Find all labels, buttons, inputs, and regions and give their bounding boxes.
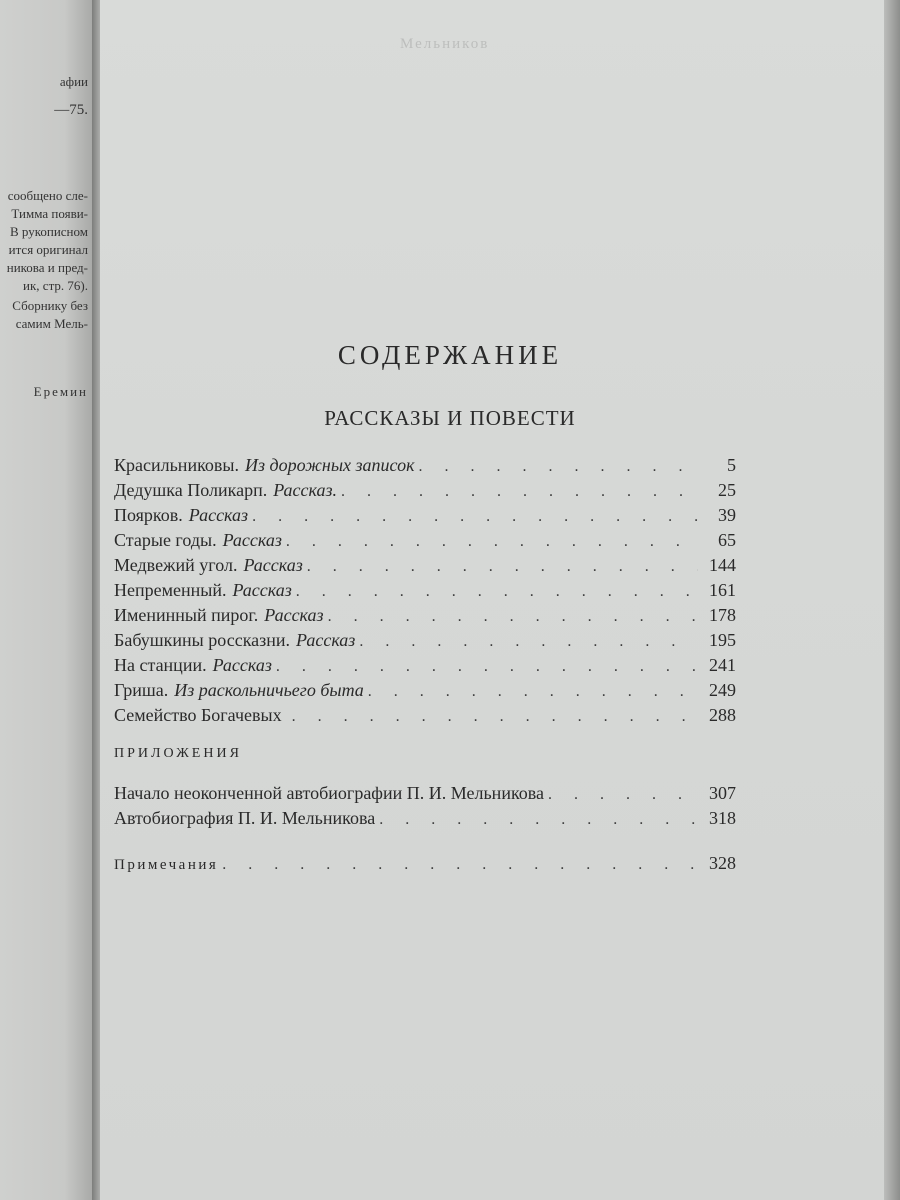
- leader-dots: [296, 583, 698, 601]
- toc-entry-subtitle: Рассказ: [222, 530, 282, 550]
- left-page-line: —75.: [54, 102, 88, 118]
- leader-dots: [419, 458, 698, 476]
- left-page-line: сообщено сле-: [7, 188, 88, 203]
- leader-dots: [252, 508, 698, 526]
- toc-entry-page: 25: [718, 480, 736, 500]
- toc-entry-page: 144: [709, 555, 736, 575]
- toc-entry-title: Дедушка Поликарп.: [114, 480, 268, 500]
- leader-dots: [328, 608, 698, 626]
- leader-dots: [341, 483, 698, 501]
- toc-entry: [114, 530, 736, 554]
- toc-entry: [114, 705, 736, 729]
- left-page-line: Еремин: [33, 384, 88, 399]
- left-page-line: В рукописном: [9, 224, 88, 239]
- toc-entry-title: Непременный.: [114, 580, 227, 600]
- toc-entry-title: Бабушкины россказни.: [114, 630, 291, 650]
- toc-entry-subtitle: Рассказ: [188, 505, 249, 525]
- toc-entry-page: 5: [727, 455, 736, 475]
- toc-entry-title: Автобиография П. И. Мельникова: [114, 808, 376, 828]
- leader-dots: [359, 633, 698, 651]
- toc-entry-page: 288: [709, 705, 736, 725]
- leader-dots: [286, 533, 698, 551]
- toc-entry-page: 65: [718, 530, 736, 550]
- toc-entry-page: 39: [718, 505, 736, 525]
- toc-entry-subtitle: Рассказ: [296, 630, 356, 650]
- toc-entry: [114, 783, 736, 807]
- toc-entry: [114, 680, 736, 704]
- bleed-through-text: Мельников: [400, 36, 490, 52]
- leader-dots: [222, 856, 698, 874]
- page-edge: [884, 0, 900, 1200]
- toc-entry: [114, 580, 736, 604]
- section-heading: РАССКАЗЫ И ПОВЕСТИ: [324, 406, 576, 430]
- appendix-heading: ПРИЛОЖЕНИЯ: [114, 746, 242, 761]
- left-page-line: самим Мель-: [15, 316, 88, 331]
- toc-entry-title: Примечания: [114, 857, 219, 873]
- leader-dots: [379, 811, 698, 829]
- toc-entry-page: 328: [709, 853, 736, 873]
- left-page-line: афии: [59, 74, 88, 89]
- toc-entry: [114, 630, 736, 654]
- toc-entry-subtitle: Рассказ: [264, 605, 324, 625]
- toc-entry-notes: [114, 853, 736, 877]
- toc-entry: [114, 480, 736, 504]
- toc-entry-page: 318: [709, 808, 736, 828]
- toc-entry-title: Именинный пирог.: [114, 605, 259, 625]
- leader-dots: [292, 708, 698, 726]
- leader-dots: [368, 683, 698, 701]
- toc-entry-title: Красильниковы.: [114, 455, 239, 475]
- toc-entry-page: 161: [709, 580, 736, 600]
- toc-entry-subtitle: Рассказ: [232, 580, 292, 600]
- left-page-line: ится оригинал: [8, 242, 88, 257]
- toc-entry-page: 249: [709, 680, 736, 700]
- toc-entry-subtitle: Рассказ: [243, 555, 303, 575]
- leader-dots: [548, 786, 698, 804]
- contents-title: СОДЕРЖАНИЕ: [337, 340, 563, 370]
- left-page-line: Тимма появи-: [11, 206, 88, 221]
- left-page-line: ик, стр. 76).: [23, 278, 88, 293]
- toc-entry-subtitle: Рассказ.: [273, 480, 337, 500]
- left-page-line: никова и пред-: [6, 260, 88, 275]
- toc-entry-page: 241: [709, 655, 736, 675]
- toc-entry-title: Семейство Богачевых: [114, 705, 282, 725]
- leader-dots: [276, 658, 698, 676]
- toc-entry-page: 307: [709, 783, 736, 803]
- toc-entry-title: Медвежий угол.: [114, 555, 238, 575]
- left-page-line: Сборнику без: [12, 298, 88, 313]
- toc-entry-subtitle: Из раскольничьего быта: [174, 680, 364, 700]
- left-page-fragment: [0, 0, 92, 1200]
- toc-entry-page: 195: [709, 630, 736, 650]
- toc-entry: [114, 605, 736, 629]
- toc-entry-subtitle: Из дорожных записок: [245, 455, 415, 475]
- toc-entry: [114, 455, 736, 479]
- toc-entry: [114, 555, 736, 579]
- toc-entry-title: Поярков.: [114, 505, 183, 525]
- toc-entry-subtitle: Рассказ: [212, 655, 272, 675]
- toc-entry-page: 178: [709, 605, 736, 625]
- leader-dots: [307, 558, 698, 576]
- toc-entry-title: Начало неоконченной автобиографии П. И. Мельникова: [114, 783, 545, 803]
- toc-entry-title: Гриша.: [114, 680, 169, 700]
- toc-entry: [114, 808, 736, 832]
- toc-entry: [114, 655, 736, 679]
- toc-entry-title: Старые годы.: [114, 530, 217, 550]
- toc-entry-title: На станции.: [114, 655, 207, 675]
- toc-entry: [114, 505, 736, 529]
